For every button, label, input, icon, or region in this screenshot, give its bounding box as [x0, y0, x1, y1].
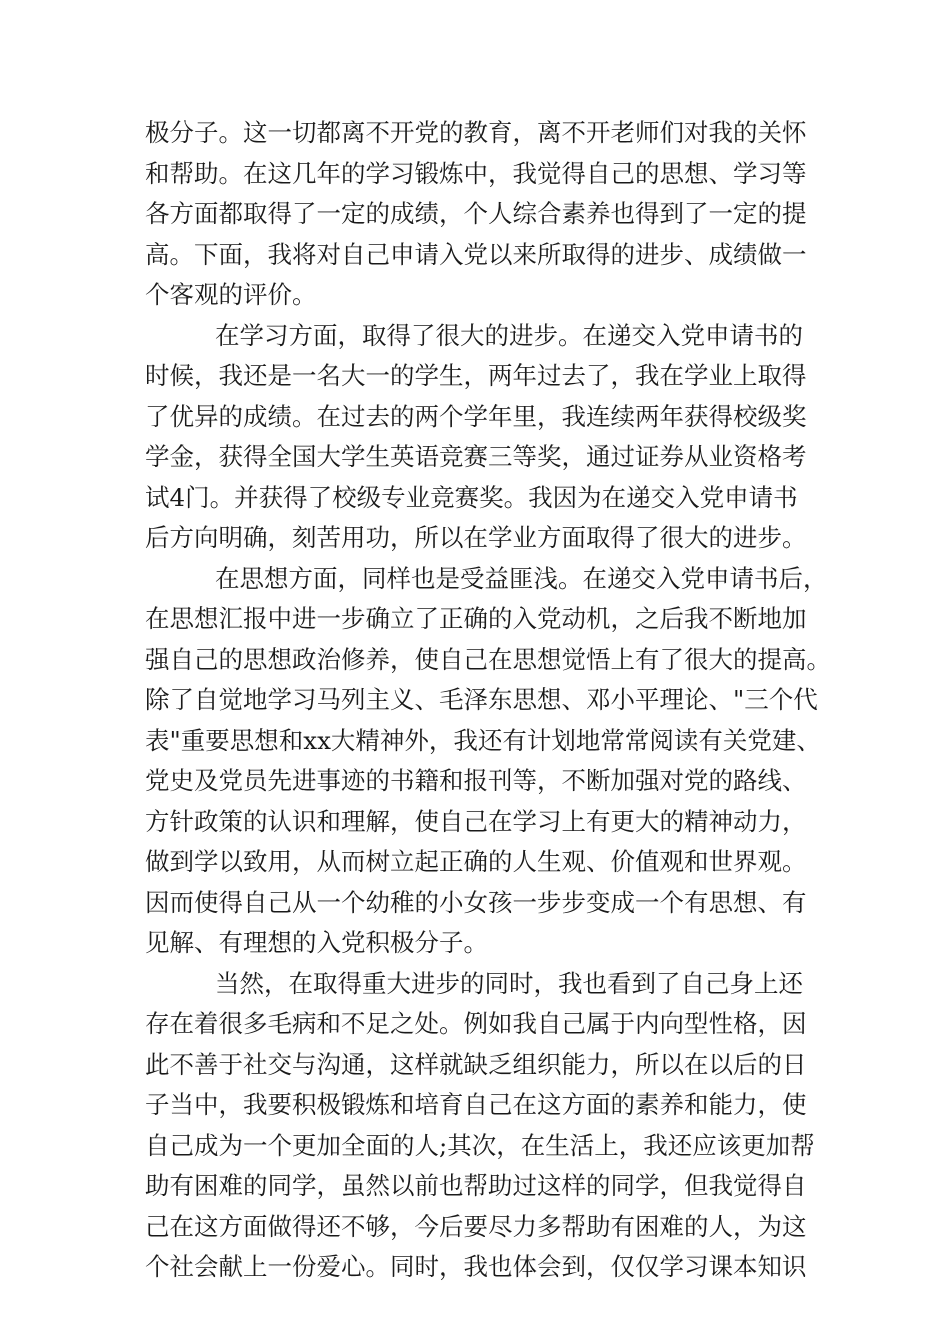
text-line: 了优异的成绩。在过去的两个学年里，我连续两年获得校级奖 — [145, 401, 807, 431]
text-line: 个社会献上一份爱心。同时，我也体会到，仅仅学习课本知识 — [145, 1252, 807, 1281]
text-line: 强自己的思想政治修养，使自己在思想觉悟上有了很大的提高。 — [145, 644, 831, 674]
text-line: 子当中，我要积极锻炼和培育自己在这方面的素养和能力，使 — [145, 1090, 807, 1119]
text-line: 在思想汇报中进一步确立了正确的入党动机，之后我不断地加 — [145, 604, 807, 633]
text-line: 自己成为一个更加全面的人;其次，在生活上，我还应该更加帮 — [145, 1130, 815, 1160]
paragraph-first-line: 在学习方面，取得了很大的进步。在递交入党申请书的 — [215, 320, 803, 350]
text-line: 后方向明确，刻苦用功，所以在学业方面取得了很大的进步。 — [145, 523, 807, 552]
text-line: 助有困难的同学，虽然以前也帮助过这样的同学，但我觉得自 — [145, 1171, 807, 1200]
paragraph-first-line: 在思想方面，同样也是受益匪浅。在递交入党申请书后， — [215, 563, 828, 593]
text-line: 做到学以致用，从而树立起正确的人生观、价值观和世界观。 — [145, 847, 807, 876]
text-line: 和帮助。在这几年的学习锻炼中，我觉得自己的思想、学习等 — [145, 158, 807, 188]
document-body — [145, 113, 831, 1288]
text-line: 方针政策的认识和理解，使自己在学习上有更大的精神动力， — [145, 806, 807, 836]
text-line: 见解、有理想的入党积极分子。 — [145, 928, 488, 957]
text-line: 因而使得自己从一个幼稚的小女孩一步步变成一个有思想、有 — [145, 887, 807, 917]
text-line: 时候，我还是一名大一的学生，两年过去了，我在学业上取得 — [145, 361, 807, 390]
text-line: 党史及党员先进事迹的书籍和报刊等，不断加强对党的路线、 — [145, 766, 807, 795]
text-line: 极分子。这一切都离不开党的教育，离不开老师们对我的关怀 — [145, 118, 807, 147]
text-line: 表"重要思想和xx大精神外，我还有计划地常常阅读有关党建、 — [145, 725, 821, 755]
text-line: 高。下面，我将对自己申请入党以来所取得的进步、成绩做一 — [145, 239, 807, 269]
text-line: 试4门。并获得了校级专业竞赛奖。我因为在递交入党申请书 — [145, 482, 798, 512]
text-line: 学金，获得全国大学生英语竞赛三等奖，通过证券从业资格考 — [145, 442, 807, 471]
text-line: 此不善于社交与沟通，这样就缺乏组织能力，所以在以后的日 — [145, 1049, 807, 1079]
text-line: 存在着很多毛病和不足之处。例如我自己属于内向型性格，因 — [145, 1009, 807, 1038]
text-line: 个客观的评价。 — [145, 280, 317, 309]
text-line: 除了自觉地学习马列主义、毛泽东思想、邓小平理论、"三个代 — [145, 685, 818, 714]
paragraph-first-line: 当然，在取得重大进步的同时，我也看到了自己身上还 — [215, 968, 803, 998]
text-line: 各方面都取得了一定的成绩，个人综合素养也得到了一定的提 — [145, 199, 807, 228]
text-line: 己在这方面做得还不够，今后要尽力多帮助有困难的人，为这 — [145, 1211, 807, 1241]
